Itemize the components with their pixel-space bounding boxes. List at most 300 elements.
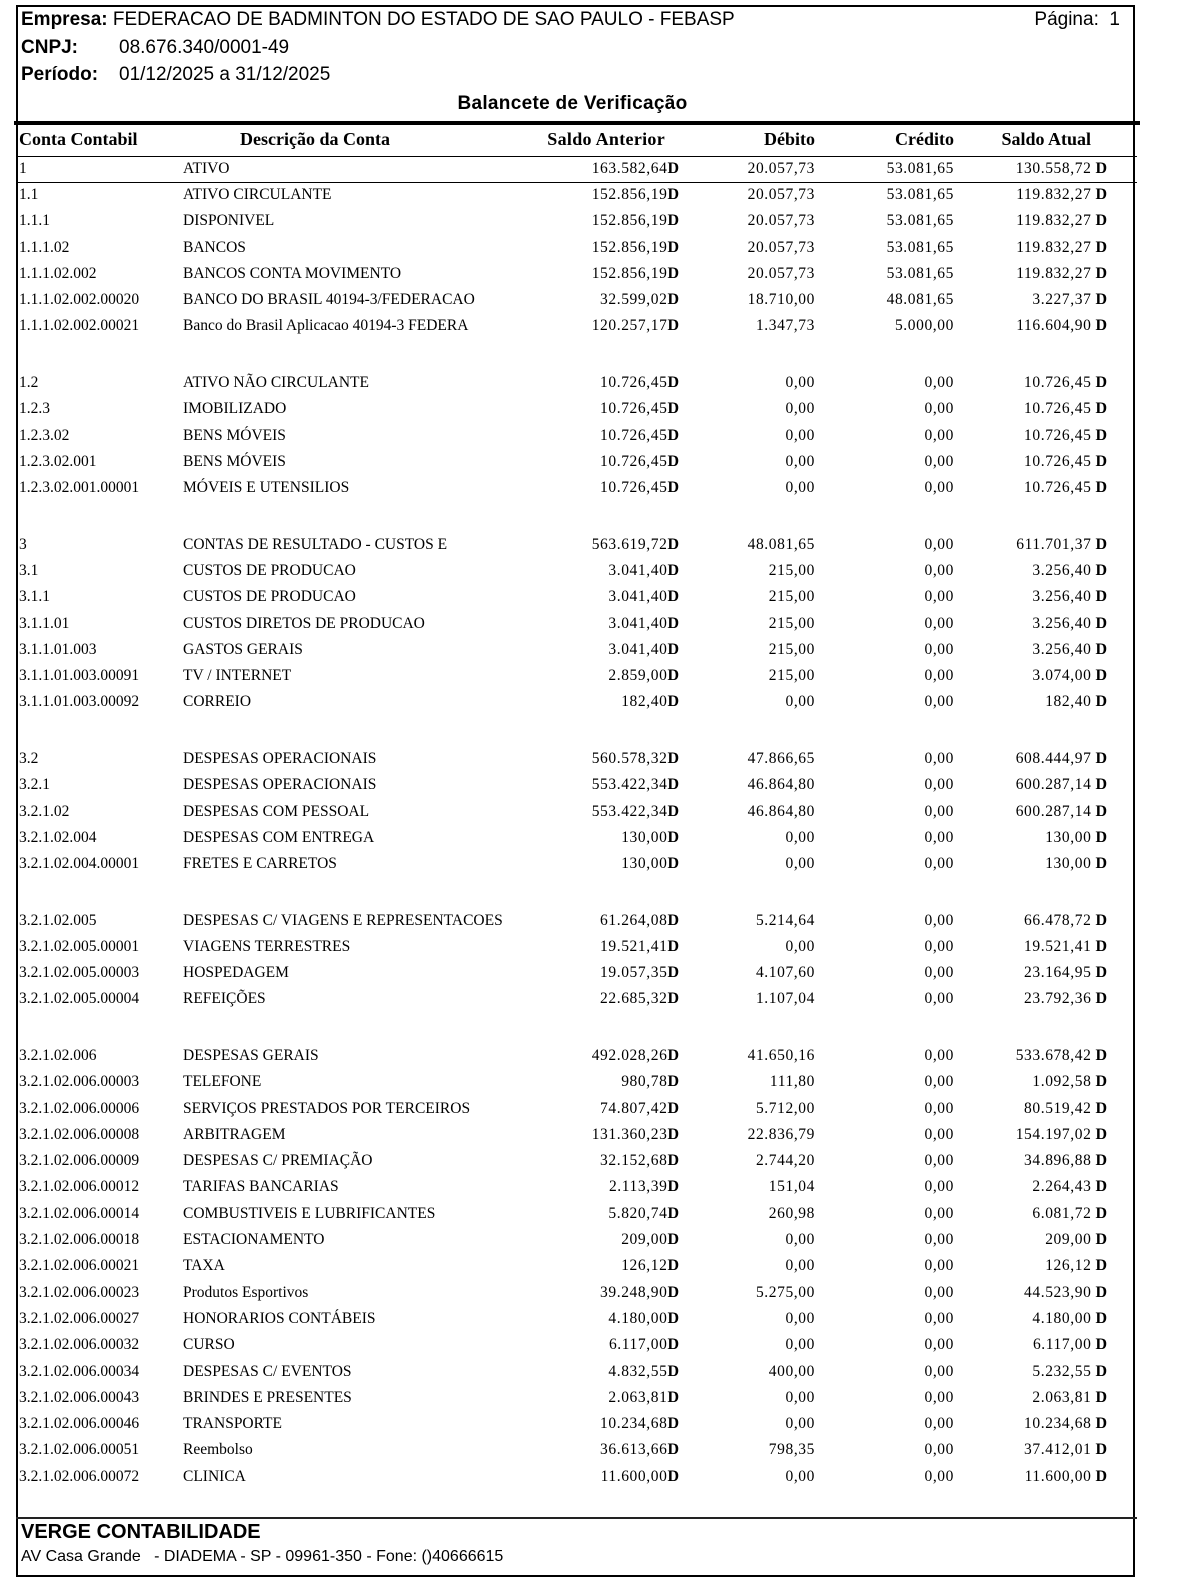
saldo-atual [1045, 690, 1107, 714]
account-description: CLINICA [183, 1467, 246, 1485]
saldo-atual [1016, 533, 1107, 557]
table-row [16, 209, 1137, 235]
saldo-anterior-dc: D [667, 264, 679, 282]
saldo-atual [1016, 262, 1107, 286]
saldo-atual-value: 10.726,45 [1024, 373, 1092, 391]
account-description: BANCOS CONTA MOVIMENTO [183, 264, 402, 282]
table-row [16, 690, 1137, 716]
saldo-anterior-dc: D [667, 1388, 679, 1406]
saldo-atual-dc: D [1095, 1099, 1107, 1117]
account-code: 1.2.3.02 [19, 426, 70, 444]
account-description: Reembolso [183, 1441, 253, 1459]
debito: 46.864,80 [747, 802, 815, 820]
account-description: CUSTOS DE PRODUCAO [183, 588, 356, 606]
saldo-atual-dc: D [1095, 535, 1107, 553]
account-code: 3.2.1.02.004.00001 [19, 855, 140, 873]
debito: 5.712,00 [755, 1099, 815, 1117]
page-number [1034, 9, 1120, 31]
saldo-atual-value: 23.792,36 [1024, 990, 1092, 1008]
account-code: 3.2.1.02.006.00034 [19, 1362, 140, 1380]
saldo-anterior-dc: D [667, 1362, 679, 1380]
debito: 47.866,65 [747, 749, 815, 767]
saldo-atual-value: 119.832,27 [1016, 186, 1092, 203]
saldo-atual-value: 4.180,00 [1032, 1309, 1092, 1327]
credito: 53.081,65 [886, 212, 954, 230]
credito: 0,00 [924, 479, 954, 497]
account-description: Banco do Brasil Aplicacao 40194-3 FEDERA [183, 317, 469, 335]
saldo-anterior-value: 182,40 [621, 693, 668, 711]
saldo-anterior [600, 371, 679, 395]
credito: 48.081,65 [886, 291, 954, 309]
saldo-anterior [621, 1228, 679, 1252]
credito: 0,00 [924, 1467, 954, 1485]
saldo-atual-dc: D [1095, 1178, 1107, 1196]
account-description: BENS MÓVEIS [183, 452, 286, 470]
table-row [16, 1465, 1137, 1491]
saldo-atual-value: 10.726,45 [1024, 426, 1092, 444]
account-description: BANCOS [183, 238, 246, 256]
account-code: 3.2.1.02.005.00004 [19, 990, 140, 1008]
account-code: 3.2.1.02.006.00014 [19, 1204, 140, 1222]
saldo-anterior-value: 4.832,55 [608, 1362, 668, 1380]
table-row [16, 1307, 1137, 1333]
saldo-anterior-dc: D [667, 479, 679, 497]
saldo-atual [1024, 1097, 1107, 1121]
account-description: DESPESAS GERAIS [183, 1046, 319, 1064]
saldo-atual-value: 80.519,42 [1024, 1099, 1092, 1117]
saldo-anterior-value: 492.028,26 [591, 1046, 668, 1064]
debito: 0,00 [785, 1231, 815, 1249]
account-description: HONORARIOS CONTÁBEIS [183, 1309, 376, 1327]
account-code: 3.2.1.02.006.00012 [19, 1178, 140, 1196]
account-description: VIAGENS TERRESTRES [183, 937, 351, 955]
table-row [16, 935, 1137, 961]
table-row [16, 1281, 1137, 1307]
account-description: BRINDES E PRESENTES [183, 1388, 352, 1406]
debito: 0,00 [785, 1257, 815, 1275]
saldo-anterior-dc: D [667, 749, 679, 767]
saldo-anterior-dc: D [667, 1415, 679, 1433]
account-description: CURSO [183, 1336, 235, 1354]
saldo-anterior [608, 1386, 679, 1410]
saldo-atual-dc: D [1095, 1257, 1107, 1275]
table-row [16, 1123, 1137, 1149]
saldo-anterior-value: 10.726,45 [600, 373, 668, 391]
table-row [16, 314, 1137, 340]
saldo-atual-value: 2.264,43 [1032, 1178, 1092, 1196]
saldo-anterior-dc: D [667, 212, 679, 230]
account-code: 3.2.1.02.006.00072 [19, 1467, 140, 1485]
saldo-anterior-value: 39.248,90 [600, 1283, 668, 1301]
saldo-anterior [600, 450, 679, 474]
credito: 0,00 [924, 937, 954, 955]
saldo-anterior-value: 3.041,40 [608, 640, 668, 658]
saldo-atual-dc: D [1095, 1125, 1107, 1143]
saldo-anterior-value: 10.726,45 [600, 479, 668, 497]
account-description: TARIFAS BANCARIAS [183, 1178, 339, 1196]
saldo-anterior [621, 852, 679, 876]
saldo-atual [1045, 852, 1107, 876]
table-row [16, 533, 1137, 559]
account-code: 1 [19, 160, 27, 177]
saldo-atual [1016, 314, 1107, 338]
saldo-anterior-value: 4.180,00 [608, 1309, 668, 1327]
saldo-atual [1016, 209, 1107, 233]
saldo-atual-dc: D [1095, 588, 1107, 606]
saldo-anterior-value: 209,00 [621, 1231, 668, 1249]
saldo-atual-value: 44.523,90 [1024, 1283, 1092, 1301]
saldo-anterior-value: 19.057,35 [600, 964, 668, 982]
saldo-anterior [608, 1360, 679, 1384]
saldo-anterior-dc: D [667, 160, 679, 177]
account-code: 1.1.1.02 [19, 238, 70, 256]
debito: 215,00 [768, 588, 815, 606]
saldo-atual [1032, 1307, 1107, 1331]
saldo-anterior-value: 152.856,19 [591, 212, 668, 230]
account-description: Produtos Esportivos [183, 1283, 309, 1301]
saldo-atual-dc: D [1095, 1441, 1107, 1459]
debito: 0,00 [785, 400, 815, 418]
account-code: 3.2 [19, 749, 39, 767]
saldo-anterior-value: 120.257,17 [591, 317, 668, 335]
saldo-anterior [608, 664, 679, 688]
table-row [16, 476, 1137, 502]
saldo-anterior [592, 800, 679, 824]
saldo-anterior-value: 61.264,08 [600, 911, 668, 929]
saldo-atual-value: 10.726,45 [1024, 452, 1092, 470]
table-row [16, 371, 1137, 397]
account-code: 3.1.1.01.003.00092 [19, 693, 140, 711]
table-row [16, 612, 1137, 638]
account-code: 3.2.1.02.004 [19, 828, 97, 846]
table-row [16, 1202, 1137, 1228]
account-code: 3.2.1.02.006.00009 [19, 1152, 140, 1170]
saldo-atual [1016, 1044, 1107, 1068]
saldo-atual-dc: D [1095, 1415, 1107, 1433]
credito: 0,00 [924, 1152, 954, 1170]
saldo-atual [1016, 1123, 1107, 1147]
debito: 20.057,73 [747, 238, 815, 256]
saldo-atual [1016, 800, 1107, 824]
account-code: 3.2.1.02.006.00051 [19, 1441, 140, 1459]
account-description: DESPESAS C/ EVENTOS [183, 1362, 352, 1380]
debito: 0,00 [785, 693, 815, 711]
debito: 0,00 [785, 1388, 815, 1406]
cnpj-value: 08.676.340/0001-49 [119, 37, 290, 58]
footer-address: AV Casa Grande - DIADEMA - SP - 09961-350 - Fone: ()40666615 [21, 1548, 504, 1565]
cnpj-line [21, 37, 289, 59]
saldo-atual-dc: D [1095, 1362, 1107, 1380]
saldo-anterior-dc: D [667, 937, 679, 955]
saldo-anterior [600, 1281, 679, 1305]
table-row [16, 397, 1137, 423]
saldo-anterior-value: 10.234,68 [600, 1415, 668, 1433]
credito: 0,00 [924, 1073, 954, 1091]
saldo-anterior-value: 6.117,00 [608, 1336, 668, 1354]
account-code: 1.1 [19, 186, 39, 203]
saldo-anterior-value: 563.619,72 [591, 535, 668, 553]
saldo-atual [1025, 1465, 1107, 1489]
saldo-atual-value: 3.256,40 [1032, 614, 1092, 632]
saldo-atual-value: 66.478,72 [1024, 911, 1092, 929]
saldo-atual [1016, 773, 1107, 797]
saldo-atual [1024, 424, 1107, 448]
table-row [16, 1254, 1137, 1280]
credito: 0,00 [924, 776, 954, 794]
account-description: TELEFONE [183, 1073, 262, 1091]
saldo-atual [1045, 1228, 1107, 1252]
account-code: 1.1.1 [19, 212, 50, 230]
saldo-atual-value: 130,00 [1045, 828, 1092, 846]
saldo-anterior [609, 1333, 679, 1357]
saldo-anterior-dc: D [667, 990, 679, 1008]
table-row [16, 638, 1137, 664]
saldo-anterior-dc: D [667, 317, 679, 335]
saldo-atual-dc: D [1095, 212, 1107, 230]
credito: 0,00 [924, 1257, 954, 1275]
table-row [16, 1228, 1137, 1254]
account-code: 3.1 [19, 561, 39, 579]
saldo-anterior-dc: D [667, 1467, 679, 1485]
account-code: 1.1.1.02.002 [19, 264, 97, 282]
saldo-atual [1016, 747, 1107, 771]
credito: 0,00 [924, 964, 954, 982]
report-title: Balancete de Verificação [457, 93, 688, 114]
empresa-label: Empresa: [21, 9, 108, 30]
saldo-anterior [608, 1307, 679, 1331]
account-description: DISPONIVEL [183, 212, 275, 230]
credito: 0,00 [924, 667, 954, 685]
saldo-anterior-value: 152.856,19 [591, 186, 668, 203]
saldo-atual-dc: D [1095, 614, 1107, 632]
account-description: HOSPEDAGEM [183, 964, 289, 982]
credito: 0,00 [924, 1283, 954, 1301]
account-description: BENS MÓVEIS [183, 426, 286, 444]
credito: 0,00 [924, 640, 954, 658]
saldo-anterior-dc: D [667, 911, 679, 929]
credito: 0,00 [924, 749, 954, 767]
account-description: COMBUSTIVEIS E LUBRIFICANTES [183, 1204, 436, 1222]
saldo-anterior [592, 1044, 679, 1068]
saldo-anterior-dc: D [667, 1231, 679, 1249]
saldo-atual [1032, 559, 1107, 583]
credito: 0,00 [924, 1309, 954, 1327]
account-code: 3.2.1.02.006.00046 [19, 1415, 140, 1433]
saldo-anterior-value: 5.820,74 [608, 1204, 668, 1222]
account-code: 3.2.1.02.006.00008 [19, 1125, 140, 1143]
debito: 0,00 [785, 855, 815, 873]
saldo-atual [1024, 909, 1107, 933]
debito: 0,00 [785, 1336, 815, 1354]
saldo-anterior [621, 826, 679, 850]
saldo-atual-dc: D [1095, 749, 1107, 767]
saldo-atual-value: 119.832,27 [1016, 264, 1092, 282]
account-description: CUSTOS DE PRODUCAO [183, 561, 356, 579]
saldo-anterior [608, 638, 679, 662]
pagina-label: Página: [1034, 9, 1099, 30]
account-description: DESPESAS C/ PREMIAÇÃO [183, 1152, 373, 1170]
saldo-atual [1032, 1360, 1107, 1384]
saldo-anterior-dc: D [667, 1099, 679, 1117]
row-spacer [16, 878, 1137, 908]
saldo-anterior-value: 36.613,66 [600, 1441, 668, 1459]
saldo-anterior [592, 157, 679, 181]
debito: 0,00 [785, 452, 815, 470]
saldo-anterior [601, 1465, 679, 1489]
table-row [16, 773, 1137, 799]
account-description: DESPESAS C/ VIAGENS E REPRESENTACOES [183, 911, 503, 929]
credito: 0,00 [924, 1125, 954, 1143]
saldo-anterior-value: 2.063,81 [608, 1388, 668, 1406]
empresa-value: FEDERACAO DE BADMINTON DO ESTADO DE SAO PAULO - FEBASP [112, 9, 735, 30]
debito: 215,00 [768, 614, 815, 632]
saldo-anterior [600, 987, 679, 1011]
saldo-atual-value: 182,40 [1045, 693, 1092, 711]
saldo-atual-dc: D [1095, 1467, 1107, 1485]
row-spacer [16, 1014, 1137, 1044]
saldo-atual [1024, 476, 1107, 500]
saldo-atual-value: 6.081,72 [1032, 1204, 1092, 1222]
debito: 0,00 [785, 1467, 815, 1485]
debito: 0,00 [785, 937, 815, 955]
saldo-atual-dc: D [1095, 400, 1107, 418]
saldo-atual-value: 154.197,02 [1015, 1125, 1092, 1143]
saldo-atual-dc: D [1095, 667, 1107, 685]
saldo-atual-value: 3.256,40 [1032, 561, 1092, 579]
table-row [16, 961, 1137, 987]
saldo-atual [1032, 585, 1107, 609]
saldo-anterior-dc: D [667, 426, 679, 444]
account-code: 3.2.1.02.006.00023 [19, 1283, 140, 1301]
saldo-atual-value: 130.558,72 [1015, 160, 1092, 177]
account-code: 3.1.1.01.003.00091 [19, 667, 140, 685]
table-row [16, 987, 1137, 1013]
credito: 0,00 [924, 1388, 954, 1406]
table-row [16, 157, 1137, 183]
credito: 0,00 [924, 828, 954, 846]
saldo-atual-dc: D [1095, 1046, 1107, 1064]
credito: 0,00 [924, 693, 954, 711]
account-code: 1.2 [19, 373, 39, 391]
credito: 0,00 [924, 1336, 954, 1354]
saldo-atual [1024, 1149, 1107, 1173]
debito: 46.864,80 [747, 776, 815, 794]
credito: 0,00 [924, 1231, 954, 1249]
col-credito: Crédito [895, 129, 954, 149]
saldo-anterior-value: 152.856,19 [591, 238, 668, 256]
saldo-anterior [600, 909, 679, 933]
debito: 260,98 [768, 1204, 815, 1222]
credito: 0,00 [924, 400, 954, 418]
saldo-atual-value: 10.726,45 [1024, 400, 1092, 418]
saldo-anterior [592, 747, 679, 771]
saldo-atual [1032, 1070, 1107, 1094]
saldo-atual [1045, 826, 1107, 850]
saldo-atual [1032, 638, 1107, 662]
saldo-anterior-value: 10.726,45 [600, 426, 668, 444]
saldo-atual [1024, 987, 1107, 1011]
credito: 0,00 [924, 535, 954, 553]
account-code: 3.1.1.01.003 [19, 640, 97, 658]
saldo-anterior [600, 1412, 679, 1436]
saldo-anterior-dc: D [667, 400, 679, 418]
saldo-atual-value: 3.256,40 [1032, 640, 1092, 658]
table-row [16, 1360, 1137, 1386]
saldo-atual-value: 6.117,00 [1032, 1336, 1092, 1354]
debito: 0,00 [785, 1309, 815, 1327]
saldo-anterior-value: 3.041,40 [608, 561, 668, 579]
saldo-atual-value: 116.604,90 [1016, 317, 1092, 335]
saldo-anterior-value: 130,00 [621, 828, 668, 846]
saldo-atual [1024, 1281, 1107, 1305]
saldo-atual-value: 119.832,27 [1016, 238, 1092, 256]
account-description: ATIVO [183, 160, 230, 177]
saldo-anterior-dc: D [667, 588, 679, 606]
saldo-atual-dc: D [1095, 1204, 1107, 1222]
saldo-anterior [592, 236, 679, 260]
cnpj-label: CNPJ: [21, 37, 79, 58]
debito: 798,35 [768, 1441, 815, 1459]
saldo-atual [1032, 1175, 1107, 1199]
account-description: DESPESAS COM PESSOAL [183, 802, 370, 820]
account-code: 1.1.1.02.002.00020 [19, 291, 140, 309]
saldo-anterior-dc: D [667, 373, 679, 391]
account-code: 3.2.1.02.006.00021 [19, 1257, 140, 1275]
saldo-atual-value: 119.832,27 [1016, 212, 1092, 230]
saldo-atual-dc: D [1095, 776, 1107, 794]
periodo-line [21, 64, 330, 86]
credito: 0,00 [924, 802, 954, 820]
saldo-anterior-value: 553.422,34 [591, 776, 668, 794]
table-row [16, 424, 1137, 450]
saldo-atual-dc: D [1095, 426, 1107, 444]
account-code: 3 [19, 535, 27, 553]
saldo-atual-value: 209,00 [1045, 1231, 1092, 1249]
debito: 22.836,79 [747, 1125, 815, 1143]
credito: 0,00 [924, 426, 954, 444]
account-description: GASTOS GERAIS [183, 640, 303, 658]
col-debito: Débito [764, 129, 815, 149]
account-code: 3.2.1 [19, 776, 50, 794]
saldo-atual-value: 10.726,45 [1024, 479, 1092, 497]
saldo-anterior [592, 262, 679, 286]
saldo-anterior-dc: D [667, 238, 679, 256]
account-description: ARBITRAGEM [183, 1125, 286, 1143]
saldo-anterior-value: 2.113,39 [608, 1178, 668, 1196]
debito: 2.744,20 [755, 1152, 815, 1170]
saldo-anterior-dc: D [667, 1441, 679, 1459]
saldo-atual-value: 10.234,68 [1024, 1415, 1092, 1433]
table-row [16, 852, 1137, 878]
table-row [16, 826, 1137, 852]
credito: 53.081,65 [886, 160, 954, 177]
table-row [16, 909, 1137, 935]
saldo-anterior-dc: D [667, 614, 679, 632]
credito: 0,00 [924, 373, 954, 391]
account-code: 3.2.1.02.006.00027 [19, 1309, 140, 1327]
saldo-anterior-value: 163.582,64 [591, 160, 668, 177]
account-description: DESPESAS COM ENTREGA [183, 828, 375, 846]
saldo-atual-dc: D [1095, 291, 1107, 309]
pagina-value: 1 [1109, 9, 1120, 30]
saldo-anterior [600, 397, 679, 421]
saldo-atual-value: 126,12 [1045, 1257, 1092, 1275]
periodo-value: 01/12/2025 a 31/12/2025 [119, 64, 331, 85]
account-description: TV / INTERNET [183, 667, 292, 685]
saldo-atual-value: 19.521,41 [1024, 937, 1092, 955]
debito: 215,00 [768, 640, 815, 658]
saldo-anterior-dc: D [667, 802, 679, 820]
